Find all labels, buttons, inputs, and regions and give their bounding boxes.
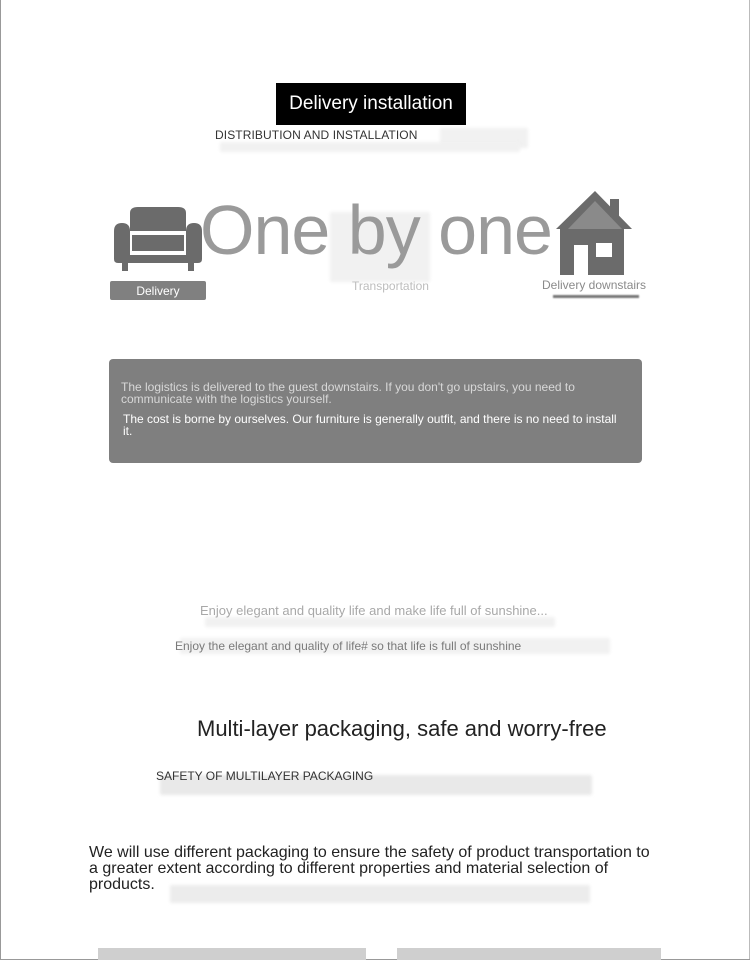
downstairs-underline xyxy=(553,295,639,298)
step-downstairs-label: Delivery downstairs xyxy=(542,278,647,292)
lifestyle-line-1: Enjoy elegant and quality life and make life full of sunshine... xyxy=(200,603,548,618)
ghost-trace xyxy=(220,142,520,152)
step-delivery-label: Delivery xyxy=(110,281,206,300)
ghost-trace xyxy=(205,617,555,627)
info-cost-text: The cost is borne by ourselves. Our furniture is generally outfit, and there is no need to install it. xyxy=(123,412,617,438)
hero-headline: One by one xyxy=(200,191,552,269)
section-title: Delivery installation xyxy=(276,83,466,125)
frame-border-left xyxy=(0,0,1,960)
packaging-title: Multi-layer packaging, safe and worry-free xyxy=(197,716,607,741)
section-subtitle: DISTRIBUTION AND INSTALLATION xyxy=(215,128,418,142)
info-panel xyxy=(109,359,642,463)
product-image-right xyxy=(397,948,661,960)
house-icon xyxy=(556,189,634,279)
packaging-subtitle: SAFETY OF MULTILAYER PACKAGING xyxy=(156,769,374,783)
step-transportation-label: Transportation xyxy=(352,279,429,293)
info-logistics-text: The logistics is delivered to the guest downstairs. If you don't go upstairs, you need to communicate with the logistics yourself. xyxy=(121,380,575,406)
lifestyle-line-2: Enjoy the elegant and quality of life# so that life is full of sunshine xyxy=(175,639,522,653)
product-image-left xyxy=(98,948,366,960)
packaging-description: We will use different packaging to ensure the safety of product transportation to a greater extent according to different properties and material selection of products. xyxy=(89,844,650,893)
sofa-icon xyxy=(112,205,204,273)
